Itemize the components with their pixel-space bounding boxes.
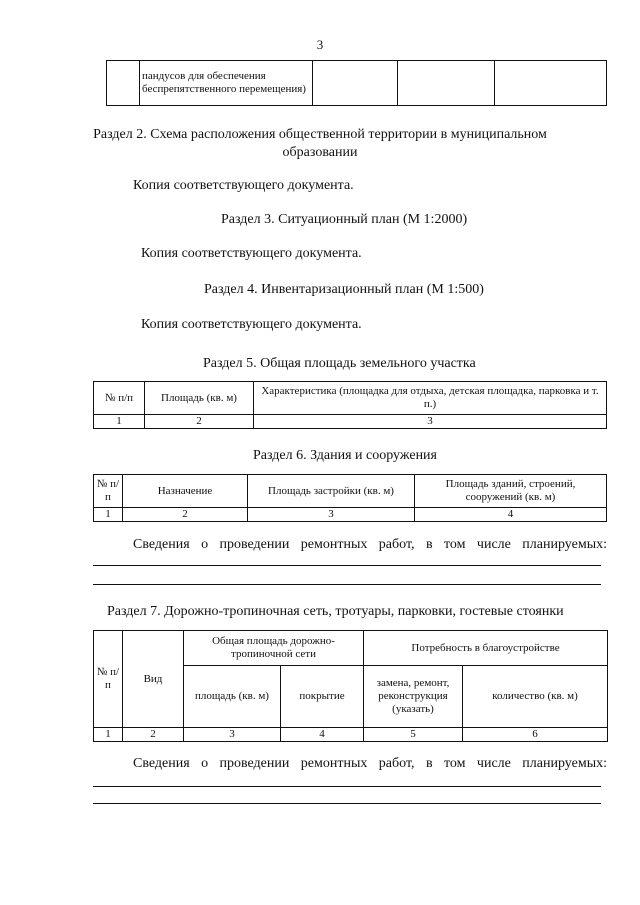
top-table-cell-empty — [398, 61, 495, 106]
table-header-num: № п/п — [94, 382, 145, 415]
table-header-area-group: Общая площадь дорожно-тропиночной сети — [184, 631, 364, 666]
table-header-purpose: Назначение — [123, 475, 248, 508]
section6-title: Раздел 6. Здания и сооружения — [253, 448, 437, 463]
table-col-number: 3 — [248, 508, 415, 522]
table-header-characteristic: Характеристика (площадка для отдыха, детская площадка, парковка и т. п.) — [254, 382, 607, 415]
fill-in-line — [93, 565, 601, 566]
section2-title-line1: Раздел 2. Схема расположения общественной территории в муниципальном — [93, 127, 547, 142]
table-header-qty: количество (кв. м) — [463, 666, 608, 728]
table-col-number: 4 — [415, 508, 607, 522]
table-header-num: № п/п — [94, 631, 123, 728]
fill-in-line — [93, 786, 601, 787]
section2-title-line2: образовании — [282, 145, 358, 160]
top-table-cell-empty — [313, 61, 398, 106]
table-col-number: 1 — [94, 415, 145, 429]
table-header-need-group: Потребность в благоустройстве — [364, 631, 608, 666]
section5-table — [93, 381, 607, 429]
table-col-number: 1 — [94, 728, 123, 742]
table-header-cover: покрытие — [281, 666, 364, 728]
table-header-kind: Вид — [123, 631, 184, 728]
table-header-building-area: Площадь зданий, строений, сооружений (кв. м) — [415, 475, 607, 508]
table-header-footprint: Площадь застройки (кв. м) — [248, 475, 415, 508]
page-number: 3 — [316, 37, 324, 52]
top-table — [106, 60, 607, 106]
table-col-number: 3 — [184, 728, 281, 742]
table-header-area: площадь (кв. м) — [184, 666, 281, 728]
top-table-cell-text: пандусов для обеспечения беспрепятственного перемещения) — [140, 61, 313, 106]
fill-in-line — [93, 584, 601, 585]
section7-table — [93, 630, 608, 742]
section5-title: Раздел 5. Общая площадь земельного участка — [203, 356, 476, 371]
section3-body: Копия соответствующего документа. — [141, 246, 362, 261]
table-col-number: 5 — [364, 728, 463, 742]
table-col-number: 6 — [463, 728, 608, 742]
section2-body: Копия соответствующего документа. — [133, 178, 354, 193]
table-header-num: № п/п — [94, 475, 123, 508]
section6-note: Сведения о проведении ремонтных работ, в том числе планируемых: — [133, 537, 607, 552]
section7-title: Раздел 7. Дорожно-тропиночная сеть, тротуары, парковки, гостевые стоянки — [107, 604, 564, 619]
table-col-number: 2 — [145, 415, 254, 429]
section2-title — [40, 126, 600, 162]
section3-title: Раздел 3. Ситуационный план (М 1:2000) — [221, 212, 468, 227]
table-col-number: 3 — [254, 415, 607, 429]
table-col-number: 4 — [281, 728, 364, 742]
top-table-cell-empty — [495, 61, 607, 106]
section6-table — [93, 474, 607, 522]
section7-note: Сведения о проведении ремонтных работ, в том числе планируемых: — [133, 756, 607, 771]
section4-body: Копия соответствующего документа. — [141, 317, 362, 332]
table-col-number: 1 — [94, 508, 123, 522]
section4-title: Раздел 4. Инвентаризационный план (М 1:500) — [204, 282, 484, 297]
top-table-cell-empty — [107, 61, 140, 106]
table-col-number: 2 — [123, 508, 248, 522]
table-header-replace: замена, ремонт, реконструкция (указать) — [364, 666, 463, 728]
table-header-area: Площадь (кв. м) — [145, 382, 254, 415]
table-col-number: 2 — [123, 728, 184, 742]
fill-in-line — [93, 803, 601, 804]
